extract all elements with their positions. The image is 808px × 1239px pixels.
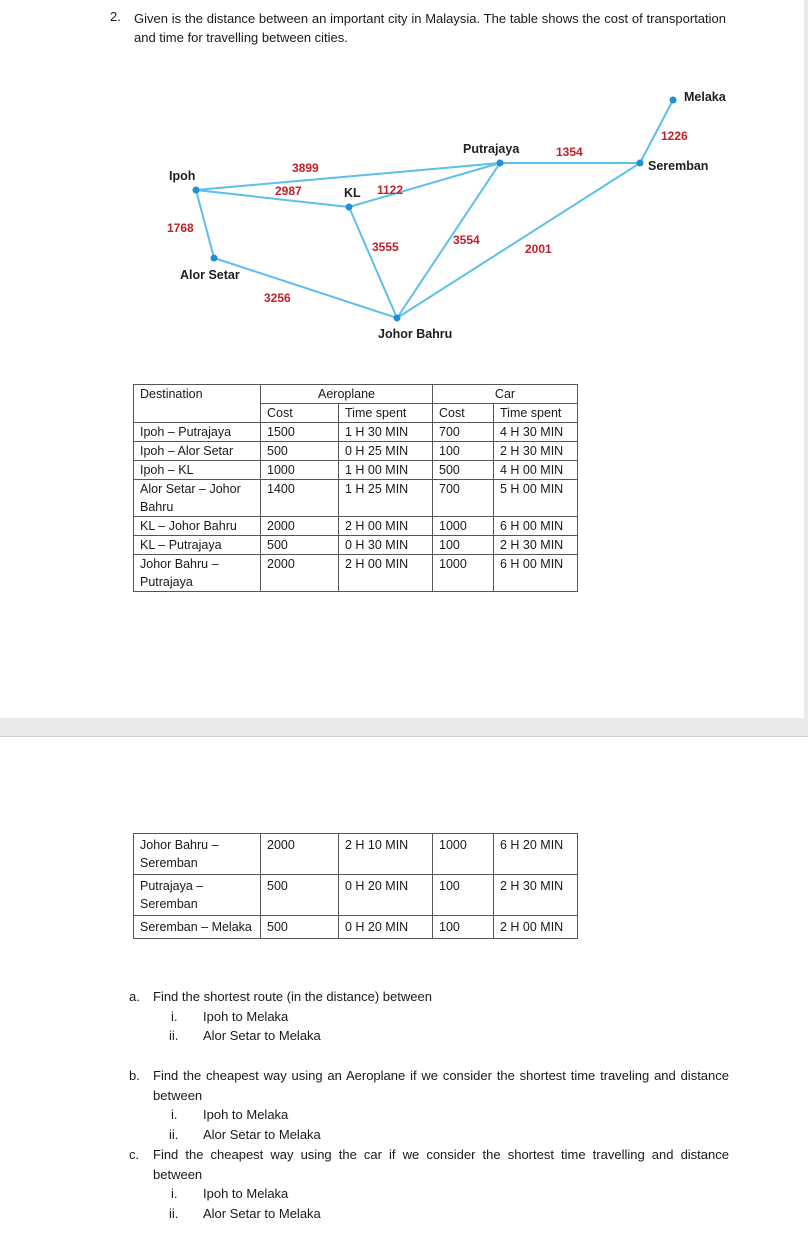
table-row (134, 536, 578, 555)
sub-text: Ipoh to Melaka (203, 1107, 289, 1122)
question-a-sub-ii (169, 1026, 729, 1046)
cell-aeroplane-cost: 2000 (261, 555, 339, 592)
question-c (129, 1145, 729, 1223)
header-car-cost: Cost (433, 404, 494, 423)
cell-car-cost: 1000 (433, 555, 494, 592)
cell-aeroplane-time: 2 H 00 MIN (339, 517, 433, 536)
dist-alor-setar-johor-bahru: 3256 (264, 291, 291, 305)
cell-aeroplane-cost: 1500 (261, 423, 339, 442)
cell-car-time: 2 H 00 MIN (494, 916, 578, 939)
cell-aeroplane-time: 0 H 20 MIN (339, 916, 433, 939)
sub-text: Alor Setar to Melaka (203, 1205, 321, 1221)
dist-kl-johor-bahru: 3555 (372, 240, 399, 254)
sub-label: i. (171, 1008, 178, 1024)
sub-label: i. (171, 1107, 178, 1122)
sub-label: ii. (169, 1126, 179, 1142)
node-ipoh (193, 187, 200, 194)
cell-car-time: 6 H 00 MIN (494, 555, 578, 592)
dist-seremban-melaka: 1226 (661, 129, 688, 143)
node-melaka (670, 97, 677, 104)
cell-car-cost: 100 (433, 442, 494, 461)
edge-seremban-johorbahru (397, 163, 640, 318)
cell-aeroplane-cost: 2000 (261, 834, 339, 875)
question-a-text: Find the shortest route (in the distance) between (153, 989, 432, 1004)
cell-aeroplane-cost: 500 (261, 916, 339, 939)
cell-destination: Putrajaya – Seremban (134, 875, 261, 916)
table-row (134, 442, 578, 461)
table-row (134, 461, 578, 480)
cell-destination: KL – Johor Bahru (134, 517, 261, 536)
table-row (134, 517, 578, 536)
cell-car-time: 6 H 20 MIN (494, 834, 578, 875)
distance-map (0, 70, 804, 350)
city-ipoh: Ipoh (169, 169, 196, 183)
city-seremban: Seremban (648, 159, 709, 173)
cell-car-cost: 1000 (433, 834, 494, 875)
table-row (134, 916, 578, 939)
city-putrajaya: Putrajaya (463, 142, 520, 156)
header-car: Car (433, 385, 578, 404)
cell-aeroplane-cost: 1400 (261, 480, 339, 517)
dist-seremban-johor-bahru: 2001 (525, 242, 552, 256)
cell-aeroplane-cost: 500 (261, 875, 339, 916)
city-alor-setar: Alor Setar (180, 268, 240, 282)
question-b (129, 1066, 729, 1144)
question-b-sub-ii (169, 1125, 729, 1145)
cell-car-cost: 500 (433, 461, 494, 480)
cell-car-time: 4 H 00 MIN (494, 461, 578, 480)
cell-destination: Ipoh – KL (134, 461, 261, 480)
question-b-label: b. (129, 1068, 140, 1083)
cell-aeroplane-time: 0 H 30 MIN (339, 536, 433, 555)
cell-car-time: 5 H 00 MIN (494, 480, 578, 517)
question-text: Given is the distance between an important city in Malaysia. The table shows the cost of transportation and time for travelling between cities. (134, 11, 726, 45)
node-alor-setar (211, 255, 218, 262)
header-car-time: Time spent (494, 404, 578, 423)
sub-label: ii. (169, 1205, 179, 1221)
cell-car-time: 2 H 30 MIN (494, 442, 578, 461)
cost-time-table-continued (133, 833, 578, 939)
sub-label: ii. (169, 1028, 179, 1043)
cell-aeroplane-time: 2 H 00 MIN (339, 555, 433, 592)
node-seremban (637, 160, 644, 167)
table-row (134, 555, 578, 592)
header-destination: Destination (134, 385, 261, 423)
edge-putrajaya-johorbahru (397, 163, 500, 318)
cell-car-time: 4 H 30 MIN (494, 423, 578, 442)
sub-text: Alor Setar to Melaka (203, 1028, 321, 1043)
cell-aeroplane-cost: 2000 (261, 517, 339, 536)
cell-destination: Ipoh – Alor Setar (134, 442, 261, 461)
cell-aeroplane-time: 0 H 20 MIN (339, 875, 433, 916)
header-aeroplane: Aeroplane (261, 385, 433, 404)
sub-text: Alor Setar to Melaka (203, 1126, 321, 1142)
cell-aeroplane-time: 1 H 00 MIN (339, 461, 433, 480)
cell-aeroplane-cost: 1000 (261, 461, 339, 480)
header-aeroplane-time: Time spent (339, 404, 433, 423)
dist-ipoh-putrajaya: 3899 (292, 161, 319, 175)
edge-alorsetar-johorbahru (214, 258, 397, 318)
cell-destination: Alor Setar – Johor Bahru (134, 480, 261, 517)
dist-putrajaya-seremban: 1354 (556, 145, 583, 159)
cell-car-cost: 700 (433, 423, 494, 442)
sub-text: Ipoh to Melaka (203, 1186, 289, 1201)
table-row (134, 834, 578, 875)
header-aeroplane-cost: Cost (261, 404, 339, 423)
sub-text: Ipoh to Melaka (203, 1008, 289, 1024)
cell-destination: Johor Bahru – Seremban (134, 834, 261, 875)
dist-kl-putrajaya: 1122 (377, 183, 404, 197)
node-kl (346, 204, 353, 211)
question-a (129, 987, 729, 1046)
edge-ipoh-alorsetar (196, 190, 214, 258)
cell-car-cost: 700 (433, 480, 494, 517)
city-kl: KL (344, 186, 361, 200)
cell-aeroplane-cost: 500 (261, 536, 339, 555)
cell-destination: Seremban – Melaka (134, 916, 261, 939)
dist-ipoh-kl: 2987 (275, 184, 302, 198)
table-row (134, 875, 578, 916)
city-melaka: Melaka (684, 90, 726, 104)
question-b-sub-i (171, 1105, 729, 1125)
cost-time-table (133, 384, 578, 592)
table-row (134, 423, 578, 442)
edge-kl-johorbahru (349, 207, 397, 318)
city-johor-bahru: Johor Bahru (378, 327, 453, 341)
cell-aeroplane-cost: 500 (261, 442, 339, 461)
question-a-label: a. (129, 989, 140, 1004)
cell-car-cost: 100 (433, 916, 494, 939)
cell-destination: Johor Bahru – Putrajaya (134, 555, 261, 592)
cell-car-time: 2 H 30 MIN (494, 875, 578, 916)
cell-car-cost: 1000 (433, 517, 494, 536)
cell-car-time: 6 H 00 MIN (494, 517, 578, 536)
question-c-sub-ii (169, 1204, 729, 1224)
cell-aeroplane-time: 0 H 25 MIN (339, 442, 433, 461)
dist-putrajaya-johor-bahru: 3554 (453, 233, 480, 247)
question-c-text: Find the cheapest way using the car if we consider the shortest time travelling and distance between (153, 1147, 729, 1182)
cell-car-cost: 100 (433, 875, 494, 916)
sub-label: i. (171, 1186, 178, 1201)
node-putrajaya (497, 160, 504, 167)
table-row (134, 480, 578, 517)
cell-car-time: 2 H 30 MIN (494, 536, 578, 555)
cell-car-cost: 100 (433, 536, 494, 555)
node-johor-bahru (394, 315, 401, 322)
cell-destination: Ipoh – Putrajaya (134, 423, 261, 442)
question-c-sub-i (171, 1184, 729, 1204)
table-header-row (134, 385, 578, 404)
question-b-text: Find the cheapest way using an Aeroplane if we consider the shortest time traveling and distance between (153, 1068, 729, 1103)
question-number: 2. (110, 9, 121, 24)
edge-ipoh-kl (196, 190, 349, 207)
cell-aeroplane-time: 1 H 25 MIN (339, 480, 433, 517)
question-a-sub-i (171, 1007, 729, 1027)
cell-aeroplane-time: 1 H 30 MIN (339, 423, 433, 442)
question-c-label: c. (129, 1147, 140, 1162)
cell-destination: KL – Putrajaya (134, 536, 261, 555)
cell-aeroplane-time: 2 H 10 MIN (339, 834, 433, 875)
dist-ipoh-alor-setar: 1768 (167, 221, 194, 235)
